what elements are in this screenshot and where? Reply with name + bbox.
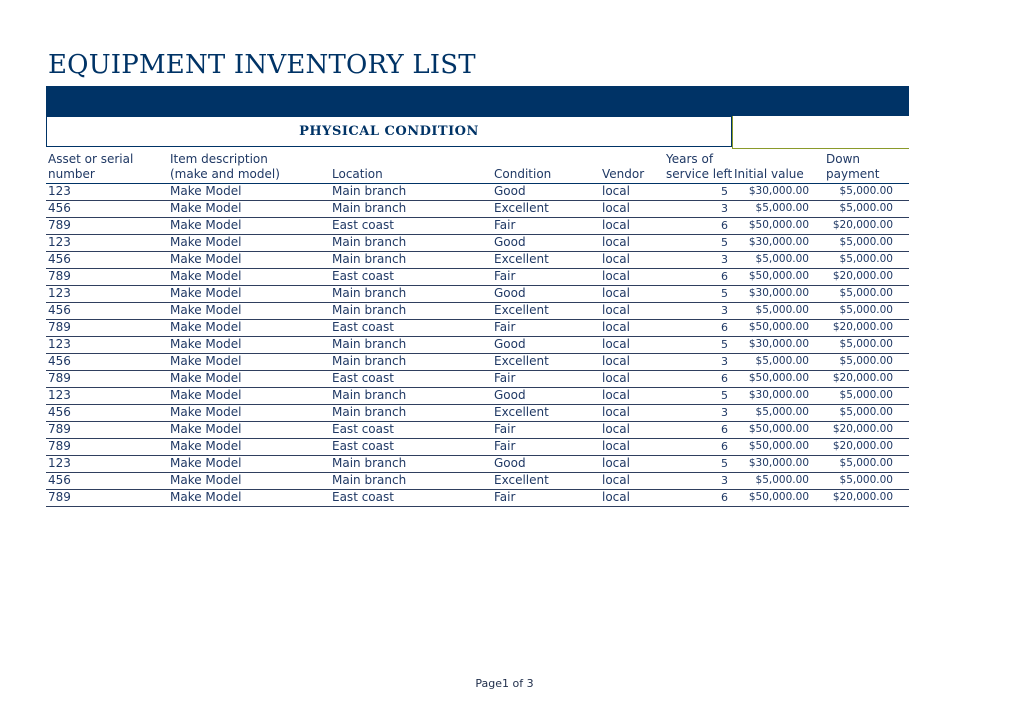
cell-initial-value: $5,000.00 bbox=[755, 253, 809, 265]
cell-description: Make Model bbox=[170, 422, 242, 436]
cell-location: Main branch bbox=[332, 388, 407, 402]
cell-asset: 789 bbox=[48, 269, 71, 283]
table-row bbox=[46, 490, 909, 507]
table-row bbox=[46, 337, 909, 354]
cell-description: Make Model bbox=[170, 218, 242, 232]
cell-initial-value: $50,000.00 bbox=[748, 372, 809, 384]
table-row bbox=[46, 269, 909, 286]
cell-asset: 789 bbox=[48, 490, 71, 504]
cell-down-payment: $5,000.00 bbox=[839, 457, 893, 469]
cell-asset: 123 bbox=[48, 456, 71, 470]
cell-years: 6 bbox=[721, 372, 728, 385]
column-header-description bbox=[170, 152, 280, 182]
section-right-box bbox=[732, 116, 909, 149]
cell-years: 5 bbox=[721, 338, 728, 351]
cell-condition: Good bbox=[494, 388, 526, 402]
cell-condition: Excellent bbox=[494, 405, 549, 419]
table-row bbox=[46, 286, 909, 303]
cell-condition: Good bbox=[494, 286, 526, 300]
column-header-asset bbox=[48, 152, 133, 182]
cell-description: Make Model bbox=[170, 303, 242, 317]
cell-initial-value: $50,000.00 bbox=[748, 270, 809, 282]
cell-vendor: local bbox=[602, 388, 630, 402]
table-row bbox=[46, 235, 909, 252]
column-header-initial-value: Initial value bbox=[734, 167, 804, 181]
cell-down-payment: $5,000.00 bbox=[839, 185, 893, 197]
cell-initial-value: $5,000.00 bbox=[755, 355, 809, 367]
cell-years: 3 bbox=[721, 406, 728, 419]
cell-asset: 123 bbox=[48, 286, 71, 300]
cell-down-payment: $5,000.00 bbox=[839, 355, 893, 367]
cell-initial-value: $30,000.00 bbox=[748, 287, 809, 299]
cell-vendor: local bbox=[602, 218, 630, 232]
cell-description: Make Model bbox=[170, 320, 242, 334]
cell-vendor: local bbox=[602, 184, 630, 198]
cell-initial-value: $30,000.00 bbox=[748, 457, 809, 469]
cell-condition: Excellent bbox=[494, 201, 549, 215]
table-row bbox=[46, 439, 909, 456]
cell-years: 5 bbox=[721, 457, 728, 470]
table-row bbox=[46, 218, 909, 235]
cell-description: Make Model bbox=[170, 184, 242, 198]
cell-down-payment: $5,000.00 bbox=[839, 474, 893, 486]
cell-asset: 456 bbox=[48, 252, 71, 266]
cell-initial-value: $5,000.00 bbox=[755, 202, 809, 214]
cell-condition: Good bbox=[494, 456, 526, 470]
page-title: EQUIPMENT INVENTORY LIST bbox=[48, 50, 476, 80]
cell-condition: Fair bbox=[494, 422, 516, 436]
cell-condition: Excellent bbox=[494, 252, 549, 266]
column-header-location: Location bbox=[332, 167, 383, 181]
column-header-description-line1: Item description bbox=[170, 152, 268, 166]
cell-condition: Fair bbox=[494, 269, 516, 283]
cell-down-payment: $5,000.00 bbox=[839, 236, 893, 248]
column-header-years bbox=[666, 152, 732, 182]
cell-vendor: local bbox=[602, 201, 630, 215]
cell-vendor: local bbox=[602, 422, 630, 436]
cell-down-payment: $5,000.00 bbox=[839, 338, 893, 350]
cell-condition: Excellent bbox=[494, 473, 549, 487]
cell-location: Main branch bbox=[332, 354, 407, 368]
cell-years: 6 bbox=[721, 491, 728, 504]
column-header-years-line1: Years of bbox=[666, 152, 714, 166]
cell-description: Make Model bbox=[170, 439, 242, 453]
cell-condition: Fair bbox=[494, 320, 516, 334]
cell-down-payment: $20,000.00 bbox=[832, 440, 893, 452]
cell-vendor: local bbox=[602, 371, 630, 385]
column-header-condition: Condition bbox=[494, 167, 552, 181]
column-header-down-payment bbox=[826, 152, 879, 182]
cell-years: 6 bbox=[721, 423, 728, 436]
cell-down-payment: $5,000.00 bbox=[839, 406, 893, 418]
cell-initial-value: $50,000.00 bbox=[748, 423, 809, 435]
cell-down-payment: $20,000.00 bbox=[832, 270, 893, 282]
cell-description: Make Model bbox=[170, 235, 242, 249]
cell-asset: 456 bbox=[48, 303, 71, 317]
cell-initial-value: $50,000.00 bbox=[748, 219, 809, 231]
cell-asset: 789 bbox=[48, 371, 71, 385]
cell-description: Make Model bbox=[170, 490, 242, 504]
cell-asset: 456 bbox=[48, 201, 71, 215]
cell-initial-value: $5,000.00 bbox=[755, 304, 809, 316]
cell-years: 3 bbox=[721, 304, 728, 317]
cell-initial-value: $5,000.00 bbox=[755, 406, 809, 418]
cell-asset: 123 bbox=[48, 388, 71, 402]
cell-condition: Fair bbox=[494, 439, 516, 453]
inventory-table-body bbox=[46, 184, 909, 507]
cell-initial-value: $30,000.00 bbox=[748, 389, 809, 401]
cell-initial-value: $50,000.00 bbox=[748, 440, 809, 452]
cell-vendor: local bbox=[602, 320, 630, 334]
cell-vendor: local bbox=[602, 252, 630, 266]
cell-years: 3 bbox=[721, 202, 728, 215]
cell-down-payment: $20,000.00 bbox=[832, 372, 893, 384]
cell-location: East coast bbox=[332, 320, 394, 334]
table-row bbox=[46, 252, 909, 269]
table-row bbox=[46, 405, 909, 422]
cell-down-payment: $20,000.00 bbox=[832, 423, 893, 435]
cell-vendor: local bbox=[602, 439, 630, 453]
column-header-down-payment-line1: Down bbox=[826, 152, 861, 166]
section-title: PHYSICAL CONDITION bbox=[46, 116, 732, 147]
cell-years: 5 bbox=[721, 287, 728, 300]
cell-down-payment: $5,000.00 bbox=[839, 389, 893, 401]
cell-location: East coast bbox=[332, 269, 394, 283]
table-row bbox=[46, 422, 909, 439]
cell-condition: Good bbox=[494, 337, 526, 351]
table-row bbox=[46, 320, 909, 337]
cell-vendor: local bbox=[602, 269, 630, 283]
cell-description: Make Model bbox=[170, 286, 242, 300]
cell-vendor: local bbox=[602, 490, 630, 504]
cell-vendor: local bbox=[602, 235, 630, 249]
cell-initial-value: $30,000.00 bbox=[748, 185, 809, 197]
cell-asset: 789 bbox=[48, 218, 71, 232]
cell-vendor: local bbox=[602, 473, 630, 487]
cell-location: Main branch bbox=[332, 405, 407, 419]
table-row bbox=[46, 303, 909, 320]
table-row bbox=[46, 201, 909, 218]
cell-description: Make Model bbox=[170, 201, 242, 215]
cell-vendor: local bbox=[602, 354, 630, 368]
column-header-description-line2: (make and model) bbox=[170, 167, 280, 181]
cell-description: Make Model bbox=[170, 269, 242, 283]
cell-down-payment: $20,000.00 bbox=[832, 491, 893, 503]
cell-asset: 456 bbox=[48, 405, 71, 419]
cell-location: Main branch bbox=[332, 473, 407, 487]
cell-description: Make Model bbox=[170, 337, 242, 351]
cell-condition: Fair bbox=[494, 490, 516, 504]
cell-location: Main branch bbox=[332, 235, 407, 249]
cell-years: 6 bbox=[721, 270, 728, 283]
cell-asset: 123 bbox=[48, 337, 71, 351]
cell-description: Make Model bbox=[170, 252, 242, 266]
cell-asset: 123 bbox=[48, 184, 71, 198]
table-row bbox=[46, 388, 909, 405]
column-header-asset-line1: Asset or serial bbox=[48, 152, 134, 166]
cell-location: East coast bbox=[332, 422, 394, 436]
cell-vendor: local bbox=[602, 286, 630, 300]
cell-initial-value: $30,000.00 bbox=[748, 338, 809, 350]
cell-condition: Fair bbox=[494, 218, 516, 232]
cell-down-payment: $5,000.00 bbox=[839, 253, 893, 265]
cell-down-payment: $5,000.00 bbox=[839, 202, 893, 214]
cell-years: 5 bbox=[721, 236, 728, 249]
cell-down-payment: $5,000.00 bbox=[839, 287, 893, 299]
cell-down-payment: $20,000.00 bbox=[832, 219, 893, 231]
cell-location: Main branch bbox=[332, 184, 407, 198]
page-footer: Page1 of 3 bbox=[475, 677, 534, 690]
cell-asset: 789 bbox=[48, 439, 71, 453]
cell-description: Make Model bbox=[170, 456, 242, 470]
cell-years: 6 bbox=[721, 321, 728, 334]
cell-vendor: local bbox=[602, 456, 630, 470]
cell-condition: Good bbox=[494, 184, 526, 198]
cell-description: Make Model bbox=[170, 388, 242, 402]
cell-location: East coast bbox=[332, 439, 394, 453]
cell-condition: Excellent bbox=[494, 303, 549, 317]
cell-asset: 456 bbox=[48, 354, 71, 368]
cell-initial-value: $50,000.00 bbox=[748, 491, 809, 503]
cell-initial-value: $30,000.00 bbox=[748, 236, 809, 248]
cell-description: Make Model bbox=[170, 354, 242, 368]
table-row bbox=[46, 184, 909, 201]
cell-location: Main branch bbox=[332, 456, 407, 470]
cell-location: East coast bbox=[332, 218, 394, 232]
cell-condition: Excellent bbox=[494, 354, 549, 368]
cell-location: Main branch bbox=[332, 201, 407, 215]
cell-years: 5 bbox=[721, 185, 728, 198]
cell-initial-value: $50,000.00 bbox=[748, 321, 809, 333]
cell-description: Make Model bbox=[170, 405, 242, 419]
column-header-vendor: Vendor bbox=[602, 167, 645, 181]
cell-down-payment: $5,000.00 bbox=[839, 304, 893, 316]
cell-initial-value: $5,000.00 bbox=[755, 474, 809, 486]
cell-vendor: local bbox=[602, 405, 630, 419]
cell-asset: 123 bbox=[48, 235, 71, 249]
cell-years: 3 bbox=[721, 474, 728, 487]
cell-description: Make Model bbox=[170, 473, 242, 487]
cell-condition: Good bbox=[494, 235, 526, 249]
cell-years: 5 bbox=[721, 389, 728, 402]
table-row bbox=[46, 371, 909, 388]
cell-asset: 789 bbox=[48, 320, 71, 334]
cell-location: Main branch bbox=[332, 337, 407, 351]
cell-vendor: local bbox=[602, 337, 630, 351]
cell-location: Main branch bbox=[332, 303, 407, 317]
column-header-asset-line2: number bbox=[48, 167, 95, 181]
cell-location: East coast bbox=[332, 490, 394, 504]
table-row bbox=[46, 354, 909, 371]
cell-down-payment: $20,000.00 bbox=[832, 321, 893, 333]
cell-condition: Fair bbox=[494, 371, 516, 385]
cell-years: 3 bbox=[721, 355, 728, 368]
cell-years: 6 bbox=[721, 440, 728, 453]
cell-years: 3 bbox=[721, 253, 728, 266]
header-bar bbox=[46, 86, 909, 116]
cell-asset: 456 bbox=[48, 473, 71, 487]
table-row bbox=[46, 456, 909, 473]
column-header-years-line2: service left bbox=[666, 167, 733, 181]
cell-vendor: local bbox=[602, 303, 630, 317]
cell-asset: 789 bbox=[48, 422, 71, 436]
cell-location: Main branch bbox=[332, 286, 407, 300]
cell-description: Make Model bbox=[170, 371, 242, 385]
cell-location: East coast bbox=[332, 371, 394, 385]
cell-location: Main branch bbox=[332, 252, 407, 266]
cell-years: 6 bbox=[721, 219, 728, 232]
table-row bbox=[46, 473, 909, 490]
column-header-down-payment-line2: payment bbox=[826, 167, 880, 181]
